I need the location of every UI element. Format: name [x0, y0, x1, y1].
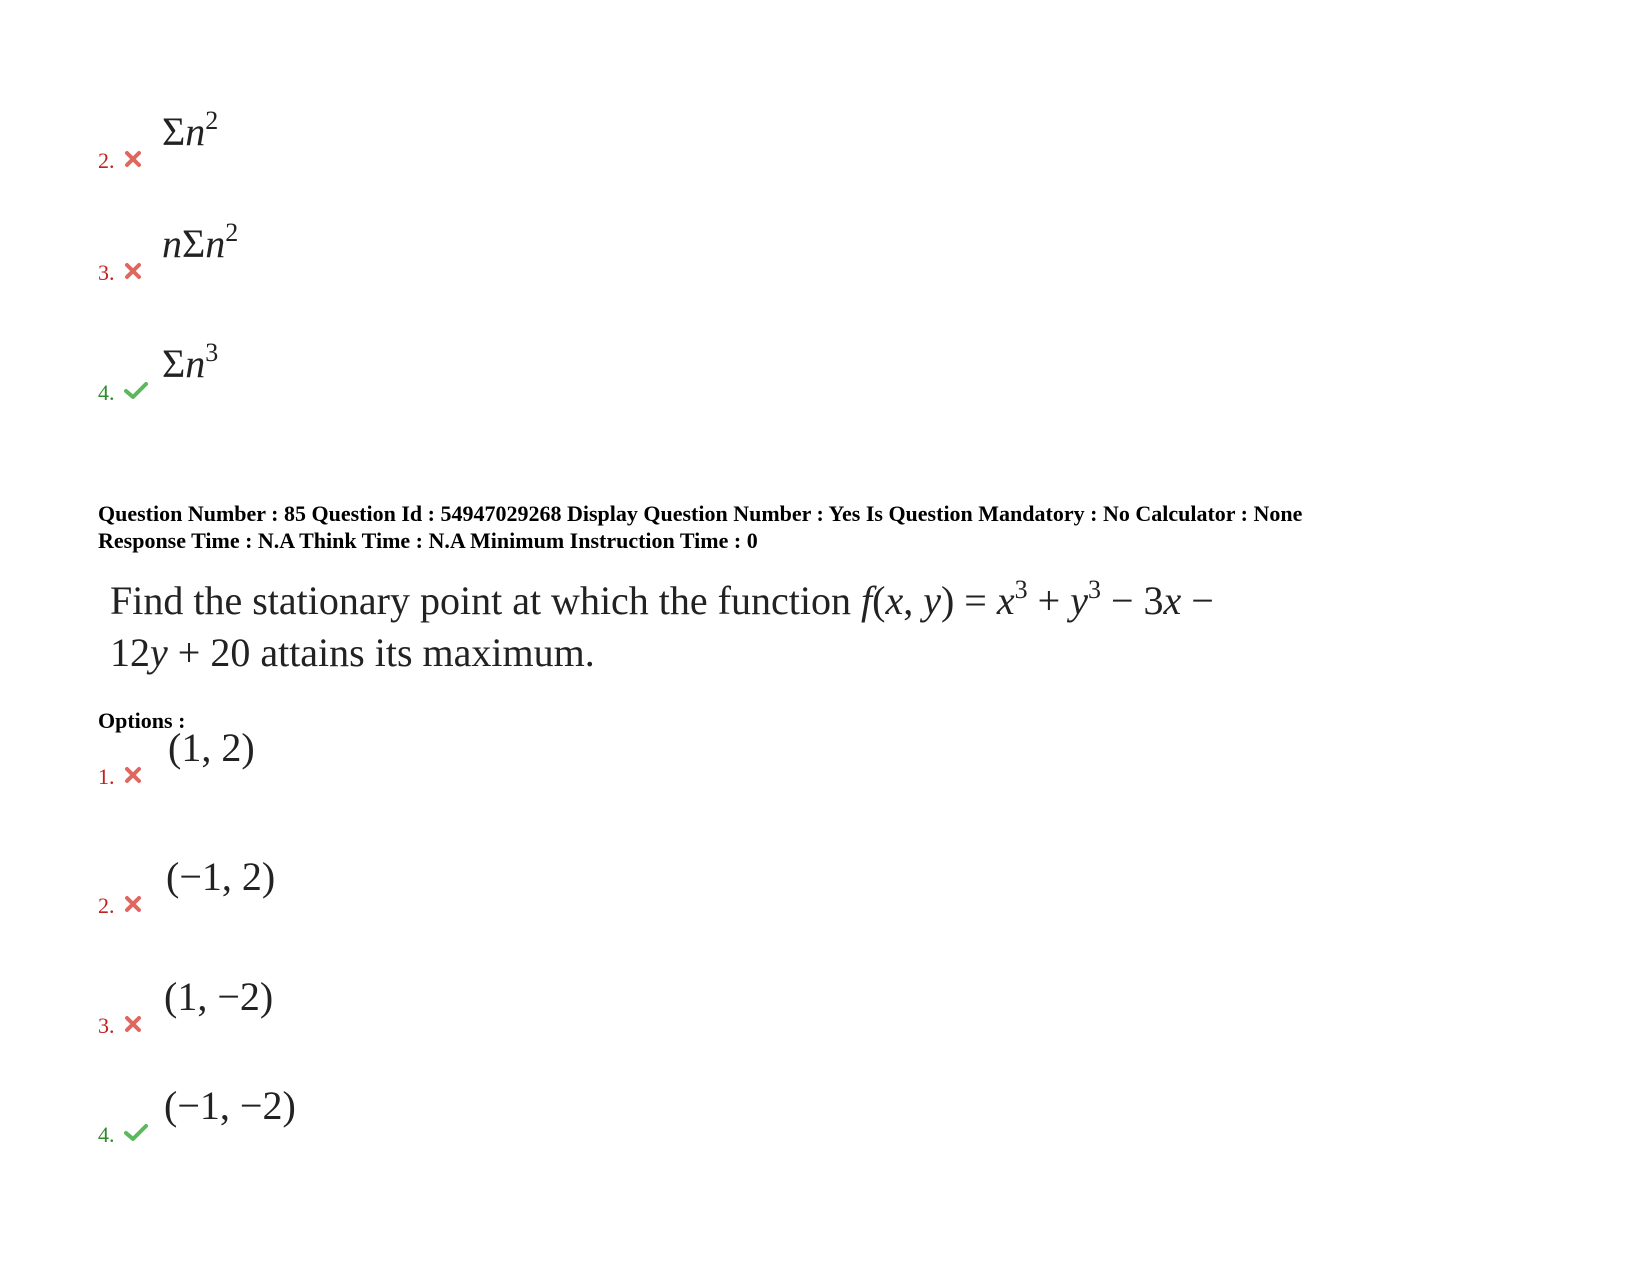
option-2 [98, 837, 698, 917]
option-number: 3. [98, 1013, 115, 1038]
check-icon [124, 382, 148, 400]
prev-option-4 [98, 324, 698, 404]
option-formula: nΣn$^2$ [162, 218, 239, 266]
option-3 [98, 957, 698, 1037]
option-formula: $\Sigma n^3$ [162, 338, 219, 386]
option-4 [98, 1066, 698, 1146]
option-number: 4. [98, 380, 115, 405]
option-value: (1, 2) [168, 725, 255, 770]
option-number: 2. [98, 893, 115, 918]
option-value: (−1, 2) [166, 854, 276, 899]
question-meta [98, 500, 1558, 554]
option-value: (−1, −2) [164, 1083, 296, 1128]
check-icon [124, 1124, 148, 1142]
cross-icon [124, 262, 142, 280]
option-number: 1. [98, 764, 115, 789]
prev-option-2 [98, 92, 698, 172]
question-text [110, 575, 1460, 679]
option-formula: $\Sigma n^2$ [162, 106, 219, 154]
options-label: Options : [98, 708, 186, 733]
cross-icon [124, 766, 142, 784]
option-number: 3. [98, 260, 115, 285]
question-meta-line1: Question Number : 85 Question Id : 54947029268 Display Question Number : Yes Is Question Mandatory : No Calculator : None [98, 501, 1303, 526]
option-number: 4. [98, 1122, 115, 1147]
option-1 [98, 708, 698, 788]
question-text-line2: 12y + 20 attains its maximum. [110, 630, 595, 675]
cross-icon [124, 895, 142, 913]
cross-icon [124, 1015, 142, 1033]
prev-option-3 [98, 204, 698, 284]
option-value: (1, −2) [164, 974, 274, 1019]
cross-icon [124, 150, 142, 168]
question-meta-line2: Response Time : N.A Think Time : N.A Minimum Instruction Time : 0 [98, 528, 758, 553]
question-text-line1: Find the stationary point at which the function f(x, $y) = x^3 + y^3 - 3x$ − [110, 575, 1214, 623]
option-number: 2. [98, 148, 115, 173]
